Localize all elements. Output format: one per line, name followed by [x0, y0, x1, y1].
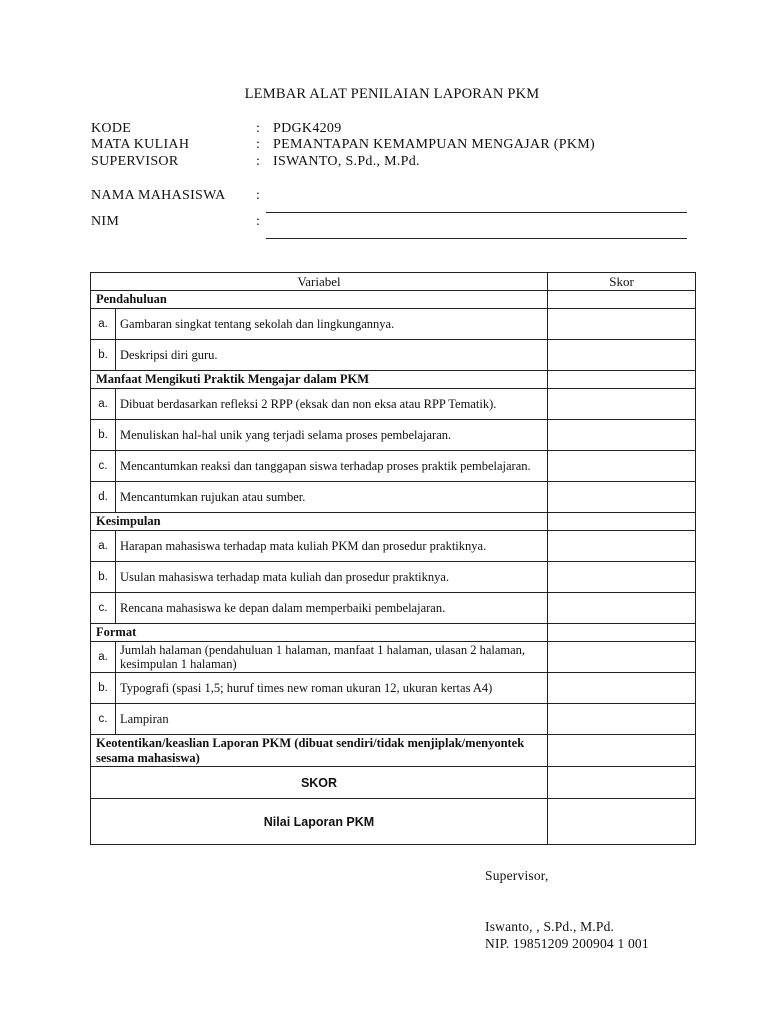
- supervisor-label: SUPERVISOR: [91, 154, 179, 169]
- item-text: Typografi (spasi 1,5; huruf times new roman ukuran 12, ukuran kertas A4): [116, 673, 548, 704]
- keotentikan-text: Keotentikan/keaslian Laporan PKM (dibuat sendiri/tidak menjiplak/menyontek sesama mahasiswa): [91, 735, 548, 767]
- section-row: [91, 291, 696, 309]
- item-letter: b.: [91, 673, 116, 704]
- section-row: [91, 371, 696, 389]
- item-letter: a.: [91, 642, 116, 673]
- table-row: [91, 451, 696, 482]
- item-letter: a.: [91, 309, 116, 340]
- item-letter: a.: [91, 531, 116, 562]
- item-text: Lampiran: [116, 704, 548, 735]
- item-letter: c.: [91, 593, 116, 624]
- item-letter: a.: [91, 389, 116, 420]
- nim-fill-line[interactable]: [266, 238, 687, 239]
- matkul-label: MATA KULIAH: [91, 137, 190, 152]
- nilai-cell[interactable]: [548, 799, 696, 845]
- kode-label: KODE: [91, 121, 132, 136]
- skor-row: [91, 767, 696, 799]
- score-cell[interactable]: [548, 513, 696, 531]
- score-cell[interactable]: [548, 735, 696, 767]
- item-letter: b.: [91, 420, 116, 451]
- score-cell[interactable]: [548, 624, 696, 642]
- item-text: Mencantumkan rujukan atau sumber.: [116, 482, 548, 513]
- nilai-label: Nilai Laporan PKM: [91, 799, 548, 845]
- score-cell[interactable]: [548, 593, 696, 624]
- table-row: [91, 593, 696, 624]
- item-text: Usulan mahasiswa terhadap mata kuliah dan prosedur praktiknya.: [116, 562, 548, 593]
- nilai-row: [91, 799, 696, 845]
- table-row: [91, 562, 696, 593]
- score-cell[interactable]: [548, 704, 696, 735]
- matkul-value: PEMANTAPAN KEMAMPUAN MENGAJAR (PKM): [273, 137, 595, 152]
- nim-label: NIM: [91, 214, 120, 229]
- kode-value: PDGK4209: [273, 121, 342, 136]
- table-row: [91, 420, 696, 451]
- score-cell[interactable]: [548, 291, 696, 309]
- item-text: Gambaran singkat tentang sekolah dan lingkungannya.: [116, 309, 548, 340]
- score-cell[interactable]: [548, 389, 696, 420]
- header-variabel: Variabel: [91, 273, 548, 291]
- skor-label: SKOR: [91, 767, 548, 799]
- supervisor-value: ISWANTO, S.Pd., M.Pd.: [273, 154, 420, 169]
- nim-colon: :: [256, 214, 261, 229]
- matkul-colon: :: [256, 137, 261, 152]
- score-cell[interactable]: [548, 673, 696, 704]
- signature-nip: NIP. 19851209 200904 1 001: [485, 936, 649, 951]
- section-row: [91, 624, 696, 642]
- item-letter: c.: [91, 451, 116, 482]
- nama-fill-line[interactable]: [266, 212, 687, 213]
- nama-label: NAMA MAHASISWA: [91, 188, 226, 203]
- item-letter: d.: [91, 482, 116, 513]
- table-row: [91, 673, 696, 704]
- score-cell[interactable]: [548, 642, 696, 673]
- assessment-table: [90, 272, 696, 845]
- document-title: LEMBAR ALAT PENILAIAN LAPORAN PKM: [244, 86, 540, 102]
- item-letter: c.: [91, 704, 116, 735]
- score-cell[interactable]: [548, 451, 696, 482]
- score-cell[interactable]: [548, 340, 696, 371]
- keotentikan-row: [91, 735, 696, 767]
- item-text: Deskripsi diri guru.: [116, 340, 548, 371]
- section-row: [91, 513, 696, 531]
- table-row: [91, 389, 696, 420]
- score-cell[interactable]: [548, 420, 696, 451]
- score-cell[interactable]: [548, 309, 696, 340]
- header-skor: Skor: [548, 273, 696, 291]
- section-title: Manfaat Mengikuti Praktik Mengajar dalam PKM: [91, 371, 548, 389]
- kode-colon: :: [256, 121, 261, 136]
- section-title: Pendahuluan: [91, 291, 548, 309]
- table-row: [91, 482, 696, 513]
- item-text: Jumlah halaman (pendahuluan 1 halaman, manfaat 1 halaman, ulasan 2 halaman, kesimpulan 1 halaman): [116, 642, 548, 673]
- item-text: Harapan mahasiswa terhadap mata kuliah PKM dan prosedur praktiknya.: [116, 531, 548, 562]
- item-text: Dibuat berdasarkan refleksi 2 RPP (eksak dan non eksa atau RPP Tematik).: [116, 389, 548, 420]
- score-cell[interactable]: [548, 562, 696, 593]
- item-letter: b.: [91, 340, 116, 371]
- skor-total-cell[interactable]: [548, 767, 696, 799]
- table-row: [91, 309, 696, 340]
- item-text: Rencana mahasiswa ke depan dalam memperbaiki pembelajaran.: [116, 593, 548, 624]
- score-cell[interactable]: [548, 531, 696, 562]
- item-text: Menuliskan hal-hal unik yang terjadi selama proses pembelajaran.: [116, 420, 548, 451]
- table-header-row: [91, 273, 696, 291]
- section-title: Format: [91, 624, 548, 642]
- supervisor-colon: :: [256, 154, 261, 169]
- score-cell[interactable]: [548, 371, 696, 389]
- nama-colon: :: [256, 188, 261, 203]
- item-letter: b.: [91, 562, 116, 593]
- table-row: [91, 704, 696, 735]
- score-cell[interactable]: [548, 482, 696, 513]
- item-text: Mencantumkan reaksi dan tanggapan siswa terhadap proses praktik pembelajaran.: [116, 451, 548, 482]
- signature-role: Supervisor,: [485, 868, 549, 883]
- table-row: [91, 531, 696, 562]
- table-row: [91, 642, 696, 673]
- table-row: [91, 340, 696, 371]
- signature-name: Iswanto, , S.Pd., M.Pd.: [485, 919, 615, 934]
- section-title: Kesimpulan: [91, 513, 548, 531]
